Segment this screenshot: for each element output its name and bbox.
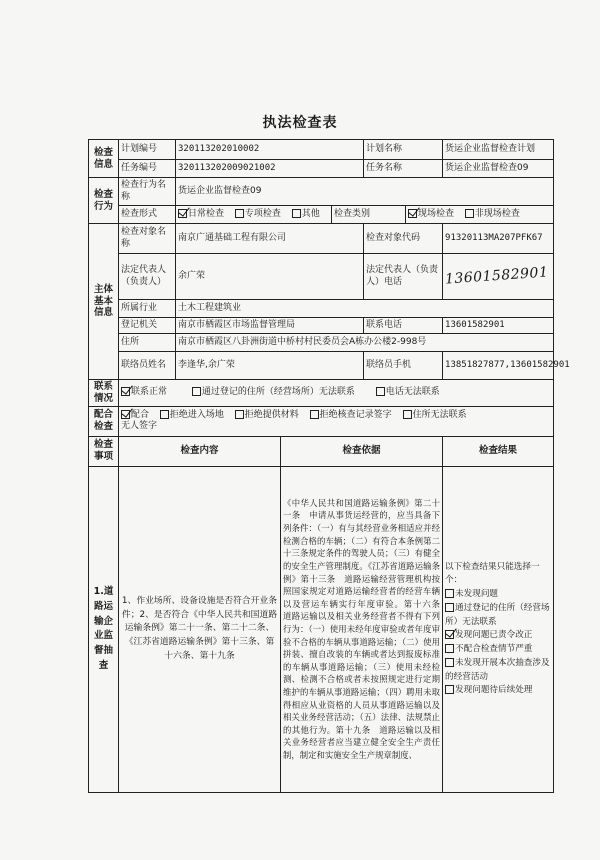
- section-subject: 主体基本信息: [89, 224, 119, 380]
- obj-code-value: 91320113MA207PFK67: [443, 224, 554, 254]
- inspection-table: [88, 139, 570, 793]
- handwritten-phone: 13601582901: [444, 264, 549, 288]
- section-items: 检查事项: [89, 436, 119, 466]
- header-basis: 检查依据: [281, 436, 443, 466]
- checkbox-offsite[interactable]: [465, 209, 474, 218]
- checkbox-deny-material[interactable]: [235, 410, 244, 419]
- obj-code-label: 检查对象代码: [364, 224, 443, 254]
- item-result: 以下检查结果只能选择一个： 未发现问题 通过登记的住所（经营场所）无法联系 发现问题已责令改正 不配合检查情节严重 未发现开展本次抽查涉及的经营活动 发现问题待后续处理: [443, 466, 554, 792]
- liaison-label: 联络员姓名: [119, 352, 176, 380]
- contact-options: 联系正常 通过登记的住所（经营场所）无法联系 电话无法联系: [119, 380, 554, 407]
- legal-value: 余广荣: [176, 254, 364, 300]
- form-label: 检查形式: [119, 206, 176, 224]
- action-name-label: 检查行为名称: [119, 178, 176, 206]
- section-cooperate: 配合检查: [89, 406, 119, 436]
- checkbox-address-unreachable[interactable]: [192, 387, 201, 396]
- reg-org-value: 南京市栖霞区市场监督管理局: [176, 318, 364, 334]
- task-no-label: 任务编号: [119, 160, 176, 178]
- section-action: 检查行为: [89, 178, 119, 224]
- type-options: 现场检查 非现场检查: [406, 206, 554, 224]
- action-name-value: 货运企业监督检查09: [176, 178, 554, 206]
- obj-name-label: 检查对象名称: [119, 224, 176, 254]
- liaison-value: 李逢华,余广荣: [176, 352, 364, 380]
- task-name-value: 货运企业监督检查09: [443, 160, 554, 178]
- legal-label: 法定代表人（负责人）: [119, 254, 176, 300]
- contact-phone-label: 联系电话: [364, 318, 443, 334]
- checkbox-other[interactable]: [292, 209, 301, 218]
- page-title: 执法检查表: [262, 115, 338, 131]
- item-basis: 《中华人民共和国道路运输条例》第二十一条 申请从事货运经营的，应当具备下列条件：（一）有与其经营业务相适应并经检测合格的车辆；（二）有符合本条例第二十三条规定条件的驾驶人员；（三）有健全的安全生产管理制度。《江苏省道路运输条例》第十三条 道路运输经营管理机构按照国家规定对道路运输经营者的经营车辆以及营运车辆实行年度审验。第十六条 道路运输以及相关业务经营者不得有下列行为：（一）使用未经年度审验或者年度审验不合格的车辆从事道路运输；（二）使用拼装、擅自改装的车辆或者达到报废标准的车辆从事道路运输；（三）使用未经检测、检测不合格或者未按照规定进行定期维护的车辆从事道路运输；（四）聘用未取得相应从业资格的人员从事道路运输以及相关业务经营活动；（五）法律、法规禁止的其他行为。第十九条 道路运输以及相关业务经营者应当建立健全安全生产责任制，制定和实施安全生产规章制度、: [281, 466, 443, 792]
- plan-no-value: 320113202010002: [176, 140, 364, 160]
- obj-name-value: 南京广通基础工程有限公司: [176, 224, 364, 254]
- checkbox-phone-unreachable[interactable]: [376, 387, 385, 396]
- item-name: 1.道路运输企业监督抽查: [89, 466, 119, 792]
- checkbox-result-unreachable[interactable]: [445, 603, 454, 612]
- checkbox-special[interactable]: [235, 209, 244, 218]
- task-name-label: 任务名称: [364, 160, 443, 178]
- plan-name-label: 计划名称: [364, 140, 443, 160]
- liaison-phone-value: 13851827877,13601582901: [443, 352, 554, 380]
- result-intro: 以下检查结果只能选择一个：: [445, 561, 540, 586]
- legal-phone-label: 法定代表人（负责人）电话: [364, 254, 443, 300]
- checkbox-address-no-contact[interactable]: [403, 410, 412, 419]
- checkbox-deny-entry[interactable]: [160, 410, 169, 419]
- checkbox-no-activity[interactable]: [445, 658, 454, 667]
- checkbox-uncooperative[interactable]: [445, 644, 454, 653]
- section-plan-info: 检查信息: [89, 140, 119, 178]
- checkbox-daily-checked[interactable]: [178, 209, 187, 218]
- checkbox-onsite-checked[interactable]: [408, 209, 417, 218]
- address-label: 住所: [119, 334, 176, 352]
- checkbox-follow-up[interactable]: [445, 685, 454, 694]
- task-no-value: 320113202009021002: [176, 160, 364, 178]
- type-label: 检查类别: [332, 206, 406, 224]
- header-content: 检查内容: [119, 436, 281, 466]
- section-contact: 联系情况: [89, 380, 119, 407]
- liaison-phone-label: 联络员手机: [364, 352, 443, 380]
- plan-name-value: 货运企业监督检查计划: [443, 140, 554, 160]
- legal-phone-value: [443, 254, 554, 300]
- checkbox-contact-normal-checked[interactable]: [121, 387, 130, 396]
- plan-no-label: 计划编号: [119, 140, 176, 160]
- checkbox-cooperate-checked[interactable]: [121, 410, 130, 419]
- industry-label: 所属行业: [119, 300, 176, 318]
- item-content: 1、作业场所、设备设施是否符合开业条件；2、是否符合《中华人民共和国道路运输条例》第二十一条、第二十二条、《江苏省道路运输条例》第十三条、第十六条、第十九条: [119, 466, 281, 792]
- checkbox-deny-sign[interactable]: [310, 410, 319, 419]
- header-result: 检查结果: [443, 436, 554, 466]
- address-value: 南京市栖霞区八卦洲街道中桥村村民委员会A栋办公楼2-998号: [176, 334, 554, 352]
- industry-value: 土木工程建筑业: [176, 300, 554, 318]
- form-options: 日常检查 专项检查 其他: [176, 206, 332, 224]
- cooperate-options: 配合 拒绝进入场地 拒绝提供材料 拒绝核查记录签字 住所无法联系 无人签字: [119, 406, 554, 436]
- no-signature-text: 无人签字: [121, 421, 158, 432]
- contact-phone-value: 13601582901: [443, 318, 554, 334]
- reg-org-label: 登记机关: [119, 318, 176, 334]
- checkbox-no-issue[interactable]: [445, 589, 454, 598]
- checkbox-corrected-checked[interactable]: [445, 630, 454, 639]
